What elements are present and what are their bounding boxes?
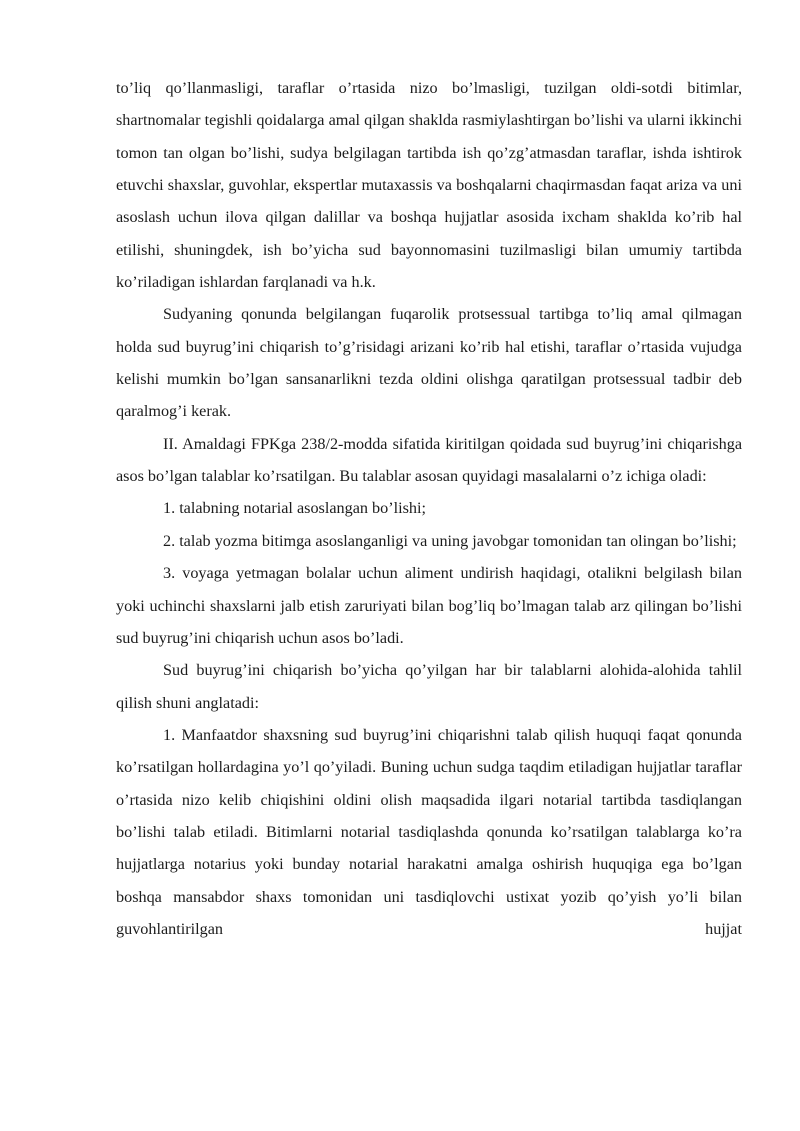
paragraph-1: to’liq qo’llanmasligi, taraflar o’rtasida nizo bo’lmasligi, tuzilgan oldi-sotdi bitimlar, shartnomalar tegishli qoidalarga amal qilgan shaklda rasmiylashtirgan bo’lishi va ularni ikkinchi tomon tan olgan bo’lishi, sudya belgilagan tartibda ish qo’zg’atmasdan taraflar, ishda ishtirok etuvchi shaxslar, guvohlar, ekspertlar mutaxassis va boshqalarni chaqirmasdan faqat ariza va uni asoslash uchun ilova qilgan dalillar va boshqa hujjatlar asosida ixcham shaklda ko’rib hal etilishi, shuningdek, ish bo’yicha sud bayonnomasini tuzilmasligi bilan umumiy tartibda ko’riladigan ishlardan farqlanadi va h.k. xyxy=(116,79,742,292)
paragraph-4: Sud buyrug’ini chiqarish bo’yicha qo’yilgan har bir talablarni alohida-alohida tahlil qilish shuni anglatadi: xyxy=(116,661,742,712)
paragraph-3: II. Amaldagi FPKga 238/2-modda sifatida kiritilgan qoidada sud buyrug’ini chiqarishga asos bo’lgan talablar ko’rsatilgan. Bu talablar asosan quyidagi masalalarni o’z ichiga oladi: xyxy=(116,434,742,486)
paragraph-2: Sudyaning qonunda belgilangan fuqarolik protsessual tartibga to’liq amal qilmagan holda sud buyrug’ini chiqarish to’g’risidagi arizani ko’rib hal etishi, taraflar o’rtasida vujudga kelishi mumkin bo’lgan sansanarlikni tezda oldini olishga qaratilgan protsessual tadbir deb qaralmog’i kerak. xyxy=(116,305,742,421)
list-item-2: 2. talab yozma bitimga asoslanganligi va uning javobgar tomonidan tan olingan bo’lishi; xyxy=(163,531,737,550)
list-item-3: 3. voyaga yetmagan bolalar uchun aliment undirish haqidagi, otalikni belgilash bilan yoki uchinchi shaxslarni jalb etish zaruriyati bilan bog’liq bo’lmagan talab arz qilingan bo’lishi sud buyrug’ini chiqarish uchun asos bo’ladi. xyxy=(116,564,742,647)
list-item-1: 1. talabning notarial asoslangan bo’lishi; xyxy=(163,499,426,518)
body-text xyxy=(116,72,742,945)
paragraph-5: 1. Manfaatdor shaxsning sud buyrug’ini chiqarishni talab qilish huquqi faqat qonunda ko’rsatilgan hollardagina yo’l qo’yiladi. Buning uchun sudga taqdim etiladigan hujjatlar taraflar o’rtasida nizo kelib chiqishini oldini olish maqsadida ilgari notarial tartibda tasdiqlangan bo’lishi talab etiladi. Bitimlarni notarial tasdiqlashda qonunda ko’rsatilgan talablarga ko’ra hujjatlarga notarius yoki bunday notarial harakatni amalga oshirish huquqiga ega bo’lgan boshqa mansabdor shaxs tomonidan uni tasdiqlovchi ustixat yozib qo’yish yo’li bilan guvohlantirilgan hujjat xyxy=(116,725,742,938)
